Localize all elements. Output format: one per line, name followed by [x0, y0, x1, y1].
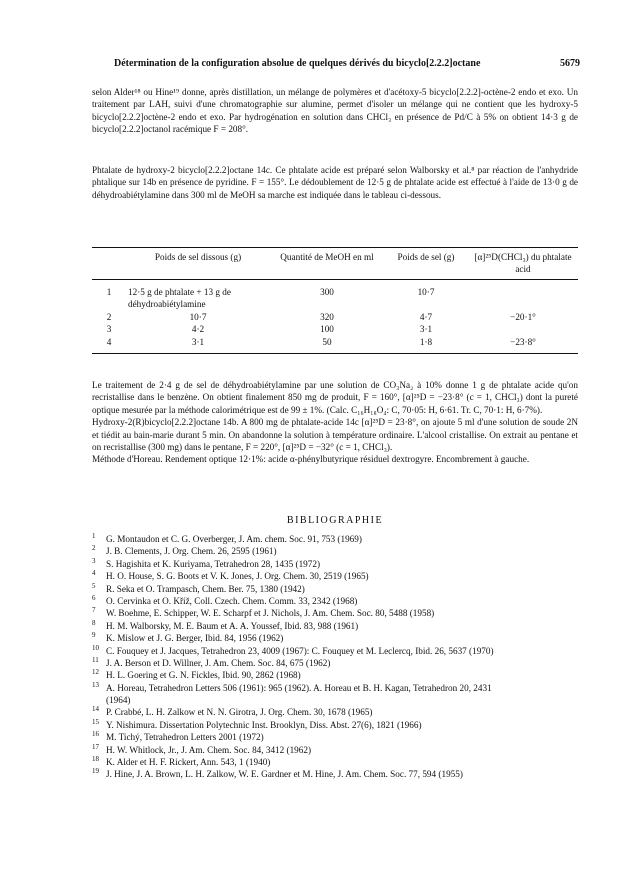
table-header-cell: [α]²⁵D(CHCl₃) du phtalate acid [468, 248, 578, 280]
table-cell: 10·7 [417, 287, 435, 297]
reference-item [92, 632, 592, 644]
table-cell: −23·8° [468, 336, 578, 354]
reference-text: H. L. Goering et G. N. Fickles, Ibid. 90, 2862 (1968) [106, 670, 301, 681]
reference-text: K. Mislow et J. G. Berger, Ibid. 84, 1956 (1962) [106, 633, 284, 644]
reference-item [92, 682, 592, 694]
bibliography-heading: BIBLIOGRAPHIE [286, 515, 384, 526]
reference-text: H. M. Walborsky, M. E. Baum et A. A. Youssef, Ibid. 83, 988 (1961) [106, 620, 359, 631]
reference-item [92, 744, 592, 756]
reference-number: 3 [92, 556, 96, 565]
reference-item [92, 768, 592, 780]
table-header-row [92, 248, 578, 280]
table-header-cell: Poids de sel (g) [384, 248, 468, 280]
reference-number: 14 [92, 705, 99, 714]
reference-text: A. Horeau, Tetrahedron Letters 506 (1961): 965 (1962). A. Horeau et B. H. Kagan, Tetrahedron 20, 2431 [106, 682, 492, 693]
reference-text: O. Cervinka et O. Kříž, Coll. Czech. Chem. Comm. 33, 2342 (1968) [106, 595, 358, 606]
paragraph-hydroxy: Hydroxy-2(R)bicyclo[2.2.2]octane 14b. A 800 mg de phtalate-acide 14c [α]²⁵D = 23·8°, on ajoute 5 ml d'une solution de soude 2N et tiédit au bain-marie durant 5 min. On abandonne la solution à température ordinaire. L'alcool cristallise. On extrait au pentane et on recristallise (300 mg) dans le pentane, F = 220°, [α]²⁵D = −32° (c = 1, CHCl₃). [92, 417, 578, 453]
reference-number: 6 [92, 593, 96, 602]
table-cell: 10·7 [189, 311, 207, 322]
reference-item [92, 558, 592, 570]
reference-number: 12 [92, 668, 99, 677]
paragraph-treatment: Le traitement de 2·4 g de sel de déhydroabiétylamine par une solution de CO₃Na₂ à 10% donne 1 g de phtalate acide qu'on recristallise dans le benzène. On obtient finalement 850 mg de produit, F = 160°, [α]²⁵D = −23·8° (c = 1, CHCl₃) dont la pureté optique mesurée par la méthode calorimétrique est de 99 ± 1%. (Calc. C₁₆H₁₈O₄: C, 70·05: H, 6·61. Tr. C, 70·1: H, 6·7%). [92, 380, 578, 415]
table-header-cell: Quantité de MeOH en ml [270, 248, 384, 280]
reference-number: 5 [92, 581, 96, 590]
reference-text: (1964) [106, 695, 131, 706]
table-cell: 3 [106, 324, 112, 335]
reference-number: 9 [92, 631, 96, 640]
reference-item [92, 731, 592, 743]
table-cell: 2 [106, 311, 112, 322]
text-block-bottom [92, 379, 578, 466]
table-cell: 12·5 g de phtalate + 13 g de déhydroabiétylamine [128, 287, 231, 310]
reference-text: H. W. Whitlock, Jr., J. Am. Chem. Soc. 84, 3412 (1962) [106, 744, 312, 755]
reference-text: M. Tichý, Tetrahedron Letters 2001 (1972) [106, 732, 264, 743]
table-header-cell: Poids de sel dissous (g) [126, 248, 270, 280]
reference-number: 15 [92, 717, 99, 726]
reference-text: Y. Nishimura. Dissertation Polytechnic Inst. Brooklyn, Diss. Abst. 27(6), 1821 (1966) [106, 719, 422, 730]
reference-number: 4 [92, 569, 96, 578]
paragraph-horeau: Méthode d'Horeau. Rendement optique 12·1%: acide α-phénylbutyrique résiduel dextrogyre. Encombrement à gauche. [92, 454, 530, 465]
table-cell: 100 [320, 324, 334, 335]
page-number: 5679 [560, 58, 580, 69]
reference-item [92, 719, 592, 731]
reference-text: C. Fouquey et J. Jacques, Tetrahedron 23, 4009 (1967): C. Fouquey et M. Leclercq, Ibid. 26, 5637 (1970) [106, 645, 494, 656]
table-cell: −20·1° [510, 311, 536, 322]
reference-item [92, 570, 592, 582]
reference-text: G. Montaudon et C. G. Overberger, J. Am. chem. Soc. 91, 753 (1969) [106, 534, 362, 544]
reference-item [92, 694, 592, 706]
table-row [92, 280, 578, 311]
table-row [92, 311, 578, 323]
reference-number: 18 [92, 755, 99, 764]
table-cell: 50 [270, 336, 384, 354]
table-cell: 4·2 [191, 324, 205, 335]
reference-number: 7 [92, 606, 96, 615]
reference-number: 17 [92, 742, 99, 751]
table-cell: 3·1 [419, 324, 433, 335]
running-title: Détermination de la configuration absolue de quelques dérivés du bicyclo[2.2.2]octane [114, 58, 481, 69]
table-cell [468, 280, 578, 311]
reference-item [92, 706, 592, 718]
reference-number: 19 [92, 767, 99, 776]
reference-number: 16 [92, 730, 99, 739]
reference-number: 1 [92, 532, 96, 540]
reference-item [92, 645, 592, 657]
reference-text: H. O. House, S. G. Boots et V. K. Jones, J. Org. Chem. 30, 2519 (1965) [106, 571, 369, 582]
running-header [92, 58, 580, 72]
reference-number: 10 [92, 643, 99, 652]
paragraph-phtalate: Phtalate de hydroxy-2 bicyclo[2.2.2]octane 14c. Ce phtalate acide est préparé selon Walborsky et al.⁸ par réaction de l'anhydride phtalique sur 14b en présence de pyridine. F = 155°. Le dédoublement de 12·5 g de phtalate acide est effectué à l'aide de 13·0 g de déhydroabiétylamine dans 300 ml de MeOH sa marche est indiquée dans le tableau ci-dessous. [92, 165, 578, 200]
table-header-cell [92, 248, 126, 280]
reference-text: W. Boehme, E. Schipper, W. E. Scharpf et J. Nichols, J. Am. Chem. Soc. 80, 5488 (1958) [106, 608, 435, 619]
reference-item [92, 545, 592, 557]
reference-number: 11 [92, 655, 99, 664]
reference-number: 8 [92, 618, 96, 627]
reference-text: J. A. Berson et D. Willner, J. Am. Chem. Soc. 84, 675 (1962) [106, 657, 331, 668]
reference-item [92, 756, 592, 768]
resolution-table [92, 247, 578, 354]
reference-item [92, 533, 592, 545]
table-cell: 320 [320, 311, 334, 322]
table-cell: 1·8 [384, 336, 468, 354]
reference-item [92, 583, 592, 595]
reference-list [92, 533, 592, 781]
reference-number: 13 [92, 680, 99, 689]
reference-text: K. Alder et H. F. Rickert, Ann. 543, 1 (1940) [106, 757, 271, 768]
reference-item [92, 595, 592, 607]
reference-text: J. Hine, J. A. Brown, L. H. Zalkow, W. E. Gardner et M. Hine, J. Am. Chem. Soc. 77, 594 (1955) [106, 769, 463, 780]
table-cell: 4·7 [419, 311, 433, 322]
reference-text: P. Crabbé, L. H. Zalkow et N. N. Girotra, J. Org. Chem. 30, 1678 (1965) [106, 707, 373, 718]
text-block-phtalate [92, 164, 578, 201]
reference-item [92, 620, 592, 632]
reference-text: S. Hagishita et K. Kuriyama, Tetrahedron 28, 1435 (1972) [106, 558, 321, 569]
text-block-top [92, 86, 578, 136]
table-cell: 4 [92, 336, 126, 354]
paragraph-synthesis: selon Alder¹⁸ ou Hine¹⁹ donne, après distillation, un mélange de polymères et d'acétoxy-5 bicyclo[2.2.2]-octène-2 endo et exo. Un traitement par LAH, suivi d'une chromatographie sur alumine, permet d'isoler un mélange qui ne contient que les hydroxy-5 bicyclo[2.2.2]octène-2 endo et exo. Par hydrogénation en solution dans CHCl₃ en présence de Pd/C à 5% on obtient 14·3 g de bicyclo[2.2.2]octanol racémique F = 208°. [92, 87, 578, 135]
table-row [92, 323, 578, 335]
reference-item [92, 657, 592, 669]
table-cell: 1 [106, 287, 112, 297]
reference-item [92, 607, 592, 619]
reference-text: R. Seka et O. Trampasch, Chem. Ber. 75, 1380 (1942) [106, 583, 305, 594]
table-cell: 3·1 [126, 336, 270, 354]
reference-item [92, 669, 592, 681]
reference-text: J. B. Clements, J. Org. Chem. 26, 2595 (1961) [106, 546, 277, 557]
table-row [92, 336, 578, 354]
table-cell: 300 [320, 287, 334, 297]
reference-number: 2 [92, 544, 96, 553]
table-cell [468, 323, 578, 335]
